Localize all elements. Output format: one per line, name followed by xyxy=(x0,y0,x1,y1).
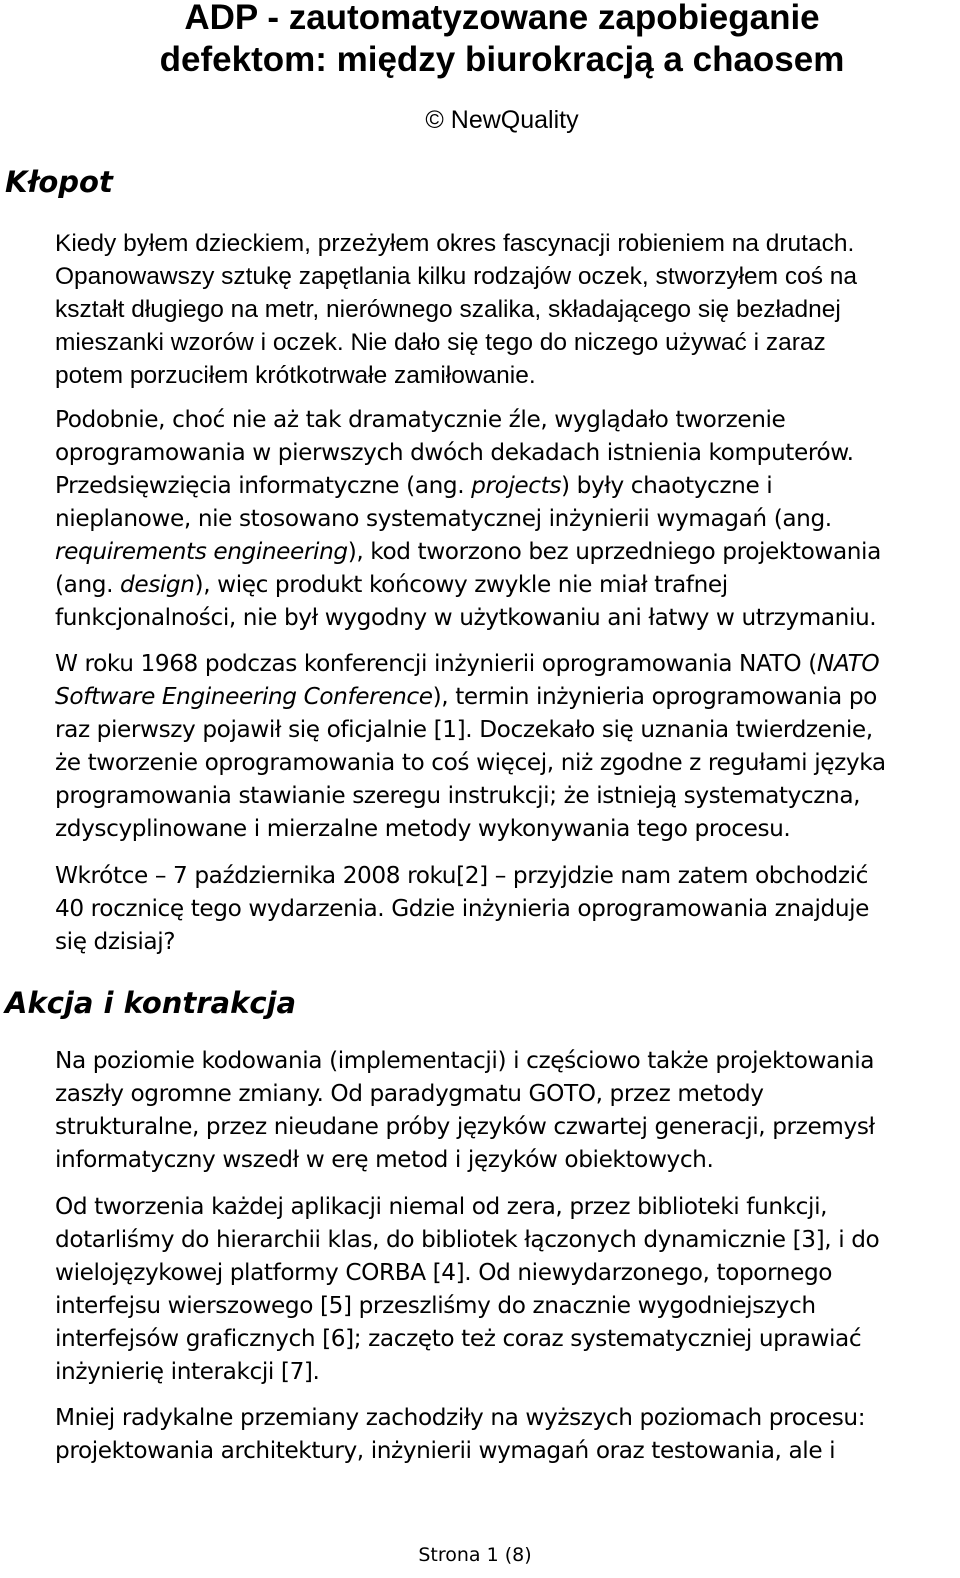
paragraph xyxy=(55,1190,879,1388)
paragraph-line: nieplanowe, nie stosowano systematycznej inżynierii wymagań (ang. xyxy=(55,505,832,532)
paragraph-line: wielojęzykowej platformy CORBA [4]. Od niewydarzonego, topornego xyxy=(55,1259,833,1286)
paragraph-line: projektowania architektury, inżynierii wymagań oraz testowania, ale i xyxy=(55,1437,836,1464)
section-heading-akcja-i-kontrakcja: Akcja i kontrakcja xyxy=(5,986,297,1020)
paragraph-line: 40 rocznicę tego wydarzenia. Gdzie inżynieria oprogramowania znajduje xyxy=(55,895,870,922)
paragraph-line xyxy=(55,568,881,601)
section-heading-klopot: Kłopot xyxy=(5,165,113,199)
paragraph-line xyxy=(55,469,881,502)
paragraph-line: funkcjonalności, nie był wygodny w użytkowaniu ani łatwy w utrzymaniu. xyxy=(55,604,877,631)
paragraph-line: inżynierię interakcji [7]. xyxy=(55,1358,320,1385)
paragraph-line: Kiedy byłem dzieckiem, przeżyłem okres fascynacji robieniem na drutach. xyxy=(55,230,855,257)
paragraph-line xyxy=(55,680,886,713)
text-run: ) były chaotyczne i xyxy=(561,472,773,499)
paragraph-line: Wkrótce – 7 października 2008 roku[2] – przyjdzie nam zatem obchodzić xyxy=(55,862,869,889)
document-title-line-2: defektom: między biurokracją a chaosem xyxy=(159,40,845,79)
paragraph-line: oprogramowania w pierwszych dwóch dekadach istnienia komputerów. xyxy=(55,439,854,466)
paragraph xyxy=(55,1044,875,1176)
paragraph-line: Podobnie, choć nie aż tak dramatycznie źle, wyglądało tworzenie xyxy=(55,406,786,433)
paragraph-line: raz pierwszy pojawił się oficjalnie [1]. Doczekało się uznania twierdzenie, xyxy=(55,716,873,743)
paragraph-line xyxy=(55,535,881,568)
italic-term: NATO xyxy=(816,650,880,677)
paragraph xyxy=(55,859,869,958)
paragraph xyxy=(55,647,886,845)
paragraph xyxy=(55,227,857,392)
paragraph-line: Opanowawszy sztukę zapętlania kilku rodzajów oczek, stworzyłem coś na xyxy=(55,263,858,290)
document-title-line-1: ADP - zautomatyzowane zapobieganie xyxy=(184,0,820,37)
italic-term: Software Engineering Conference xyxy=(55,683,433,710)
page-number: Strona 1 (8) xyxy=(418,1544,532,1566)
paragraph-line xyxy=(55,647,886,680)
paragraph-line: interfejsu wierszowego [5] przeszliśmy do znacznie wygodniejszych xyxy=(55,1292,816,1319)
paragraph-line: potem porzuciłem krótkotrwałe zamiłowanie. xyxy=(55,362,536,389)
italic-term: projects xyxy=(471,472,562,499)
paragraph-line: Na poziomie kodowania (implementacji) i częściowo także projektowania xyxy=(55,1047,875,1074)
italic-term: design xyxy=(120,571,195,598)
paragraph-line: interfejsów graficznych [6]; zaczęto też coraz systematyczniej uprawiać xyxy=(55,1325,862,1352)
paragraph-line: mieszanki wzorów i oczek. Nie dało się tego do niczego używać i zaraz xyxy=(55,329,826,356)
italic-term: requirements engineering xyxy=(55,538,348,565)
paragraph-line: zaszły ogromne zmiany. Od paradygmatu GOTO, przez metody xyxy=(55,1080,764,1107)
paragraph-line: że tworzenie oprogramowania to coś więcej, niż zgodne z regułami języka xyxy=(55,749,886,776)
paragraph-line: zdyscyplinowane i mierzalne metody wykonywania tego procesu. xyxy=(55,815,791,842)
text-run: ), termin inżynieria oprogramowania po xyxy=(432,683,877,710)
copyright-notice: © NewQuality xyxy=(425,106,579,134)
paragraph-line: programowania stawianie szeregu instrukcji; że istnieją systematyczna, xyxy=(55,782,861,809)
paragraph xyxy=(55,403,881,634)
text-run: ), więc produkt końcowy zwykle nie miał trafnej xyxy=(194,571,728,598)
text-run: ), kod tworzono bez uprzedniego projektowania xyxy=(347,538,881,565)
text-run: (ang. xyxy=(55,571,121,598)
paragraph-line: Mniej radykalne przemiany zachodziły na wyższych poziomach procesu: xyxy=(55,1404,866,1431)
paragraph xyxy=(55,1401,865,1467)
text-run: Przedsięwzięcia informatyczne (ang. xyxy=(55,472,472,499)
paragraph-line: dotarliśmy do hierarchii klas, do bibliotek łączonych dynamicznie [3], i do xyxy=(55,1226,880,1253)
paragraph-line: kształt długiego na metr, nierównego szalika, składającego się bezładnej xyxy=(55,296,841,323)
paragraph-line: strukturalne, przez nieudane próby języków czwartej generacji, przemysł xyxy=(55,1113,875,1140)
paragraph-line: informatyczny wszedł w erę metod i języków obiektowych. xyxy=(55,1146,714,1173)
paragraph-line: Od tworzenia każdej aplikacji niemal od zera, przez biblioteki funkcji, xyxy=(55,1193,828,1220)
text-run: W roku 1968 podczas konferencji inżynierii oprogramowania NATO ( xyxy=(55,650,817,677)
paragraph-line: się dzisiaj? xyxy=(55,928,176,955)
